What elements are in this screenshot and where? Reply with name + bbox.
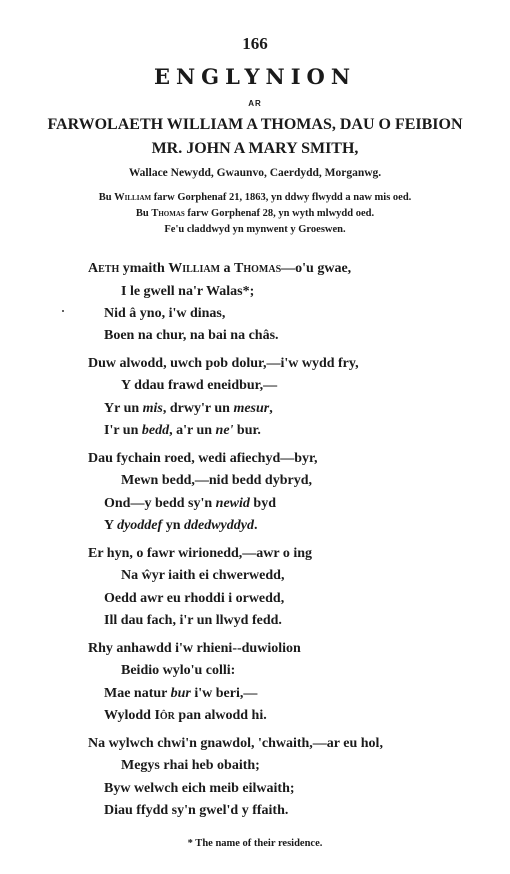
verse-text: Yr un (104, 401, 143, 416)
stanza-2-line-2: Y ddau frawd eneidbur,— (121, 378, 278, 393)
verse-emphasis: ne' (215, 423, 234, 438)
verse-emphasis: mis (142, 401, 163, 416)
verse-text: , (269, 401, 273, 416)
stanza-4-line-3: Oedd awr eu rhoddi i orwedd, (104, 591, 285, 606)
verse-text: —o'u gwae, (281, 261, 352, 276)
verse-text: Y (104, 518, 118, 533)
verse-emphasis: mesur (233, 401, 270, 416)
stanza-3-line-1: Dau fychain roed, wedi afiechyd—byr, (88, 451, 318, 466)
verse-emphasis: ddedwyddyd (183, 518, 254, 533)
stanza-6-line-4: Diau ffydd sy'n gwel'd y ffaith. (104, 803, 289, 818)
stanza-2-line-4 (104, 423, 261, 439)
info-name: Thomas (151, 208, 185, 219)
verse-text: . (253, 518, 258, 533)
stanza-5-line-4 (104, 708, 267, 724)
verse-text: Mae natur (104, 686, 171, 701)
poem-title: ENGLYNION (153, 64, 357, 89)
verse-text: Wylodd (104, 708, 155, 723)
stanza-2-line-3 (104, 401, 273, 417)
subtitle-ar: AR (248, 99, 262, 108)
verse-text: Aeth (88, 261, 120, 276)
death-info-william (0, 192, 510, 203)
stanza-5-line-3 (104, 686, 257, 702)
verse-text: i'w beri,— (190, 686, 258, 701)
verse-text: I'r un (104, 423, 142, 438)
stanza-4-line-1: Er hyn, o fawr wirionedd,—awr o ing (88, 546, 313, 561)
verse-emphasis: newid (215, 496, 250, 511)
stanza-3-line-4 (104, 518, 257, 534)
address-line: Wallace Newydd, Gwaunvo, Caerdydd, Morganwg. (128, 167, 382, 179)
verse-text: Iôr (154, 708, 175, 723)
verse-text: bur. (233, 423, 261, 438)
heading-line-1: FARWOLAETH WILLIAM A THOMAS, DAU O FEIBION (47, 116, 463, 133)
stanza-1-line-3: Nid â yno, i'w dinas, (104, 306, 226, 321)
info-text: farw Gorphenaf 21, 1863, yn ddwy flwydd a naw mis oed. (151, 192, 412, 203)
verse-text: , a'r un (169, 423, 216, 438)
verse-emphasis: dyoddef (117, 518, 163, 533)
verse-text: pan alwodd hi. (174, 708, 267, 723)
page-number: 166 (242, 34, 268, 53)
stanza-1-line-2: I le gwell na'r Walas*; (121, 284, 255, 299)
burial-info: Fe'u claddwyd yn mynwent y Groeswen. (164, 224, 346, 235)
heading-line-2: MR. JOHN A MARY SMITH, (151, 140, 359, 157)
death-info-thomas (0, 208, 510, 219)
verse-text: Thomas (234, 261, 282, 276)
stanza-4-line-4: Ill dau fach, i'r un llwyd fedd. (104, 613, 282, 628)
stanza-2-line-1: Duw alwodd, uwch pob dolur,—i'w wydd fry, (88, 356, 359, 371)
info-name: William (114, 192, 152, 203)
info-text: farw Gorphenaf 28, yn wyth mlwydd oed. (184, 208, 375, 219)
verse-text: byd (249, 496, 276, 511)
footnote: * The name of their residence. (187, 838, 323, 849)
stanza-6-line-1: Na wylwch chwi'n gnawdol, 'chwaith,—ar eu hol, (88, 736, 383, 751)
stanza-6-line-2: Megys rhai heb obaith; (121, 758, 260, 773)
stanza-1-line-1 (88, 261, 351, 277)
stanza-5-line-2: Beidio wylo'u colli: (121, 663, 236, 678)
verse-text: yn (162, 518, 184, 533)
stanza-3-line-2: Mewn bedd,—nid bedd dybryd, (121, 473, 313, 488)
info-text: Bu (98, 192, 115, 203)
stanza-6-line-3: Byw welwch eich meib eilwaith; (104, 781, 295, 796)
verse-text: , drwy'r un (162, 401, 234, 416)
verse-emphasis: bedd (141, 423, 170, 438)
verse-text: ymaith (119, 261, 169, 276)
stanza-1-line-4: Boen na chur, na bai na châs. (104, 328, 279, 343)
verse-text: a (220, 261, 235, 276)
stanza-4-line-2: Na ŵyr iaith ei chwerwedd, (121, 568, 285, 583)
ink-speck (62, 310, 64, 312)
verse-text: Ond—y bedd sy'n (104, 496, 216, 511)
verse-text: William (168, 261, 221, 276)
stanza-3-line-3 (104, 496, 276, 512)
stanza-5-line-1: Rhy anhawdd i'w rhieni--duwiolion (88, 641, 301, 656)
info-text: Bu (135, 208, 152, 219)
verse-emphasis: bur (170, 686, 191, 701)
